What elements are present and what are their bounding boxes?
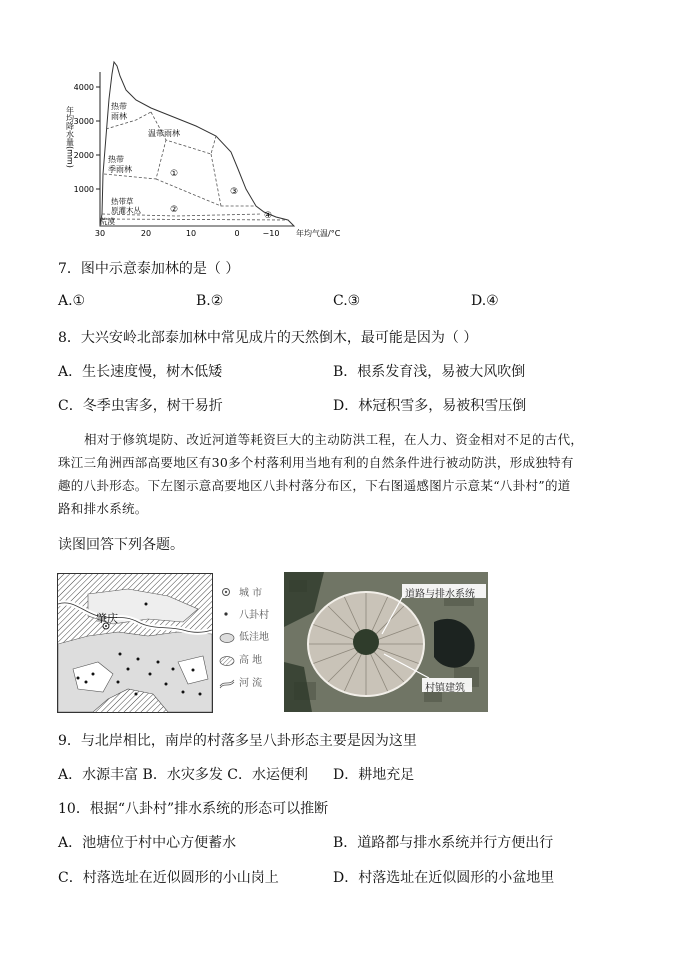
q10-option-b[interactable]: B．道路都与排水系统并行方便出行	[333, 835, 554, 851]
city-label: 肇庆	[96, 612, 118, 625]
map-legend	[219, 580, 279, 705]
photo-label-center: 村镇建筑	[425, 683, 465, 694]
q10-stem: 10．根据“八卦村”排水系统的形态可以推断	[58, 801, 329, 817]
x-tick: 0	[234, 229, 240, 238]
x-tick: 20	[140, 229, 152, 238]
q9-stem: 9．与北岸相比，南岸的村落多呈八卦形态主要是因为这里	[58, 733, 417, 749]
q8-stem: 8．大兴安岭北部泰加林中常见成片的天然倒木，最可能是因为（ ）	[58, 330, 478, 346]
legend-city-icon	[219, 584, 233, 598]
label-tropical-rainforest: 热带雨林	[111, 102, 127, 121]
q8-option-d[interactable]: D．林冠积雪多，易被积雪压倒	[333, 398, 527, 414]
legend-city-label: 城 市	[239, 588, 263, 599]
legend-river-icon	[219, 674, 235, 686]
central-hill	[353, 629, 379, 655]
region-1-marker: ①	[170, 169, 179, 179]
y-tick: 2000	[73, 151, 94, 160]
passage-line-1: 相对于修筑堤防、改近河道等耗资巨大的主动防洪工程，在人力、资金相对不足的古代，	[84, 432, 584, 447]
climate-chart-svg	[56, 54, 346, 244]
x-tick: −10	[262, 229, 280, 238]
y-tick: 3000	[73, 117, 94, 126]
q7-option-c[interactable]: C.③	[333, 293, 361, 309]
label-desert: 荒漠	[100, 217, 115, 226]
passage-line-2: 珠江三角洲西部高要地区有30多个村落利用当地有利的自然条件进行被动防洪，形成独特有	[58, 455, 574, 470]
legend-lowland-icon	[219, 629, 235, 641]
x-tick: 10	[185, 229, 197, 238]
q7-option-d[interactable]: D.④	[471, 293, 499, 309]
legend-village-icon	[219, 606, 233, 620]
q8-option-c[interactable]: C．冬季虫害多，树干易折	[58, 398, 223, 414]
region-3-marker: ③	[230, 187, 239, 197]
label-savanna: 热带草原灌木丛	[111, 197, 141, 215]
q7-option-a[interactable]: A.①	[58, 293, 86, 309]
q10-option-a[interactable]: A．池塘位于村中心方便蓄水	[58, 835, 237, 851]
legend-village-label: 八卦村	[239, 610, 269, 621]
q7-stem: 7．图中示意泰加林的是（ ）	[58, 261, 240, 277]
x-axis-title: 年均气温/°C	[296, 229, 341, 238]
q8-option-b[interactable]: B．根系发育浅，易被大风吹倒	[333, 364, 526, 380]
legend-highland-icon	[219, 652, 235, 664]
x-tick: 30	[94, 229, 106, 238]
label-temperate-rainforest: 温带雨林	[148, 129, 180, 138]
q8-option-a[interactable]: A．生长速度慢，树木低矮	[58, 364, 223, 380]
region-2-marker: ②	[170, 205, 179, 215]
region-4-marker: ④	[264, 211, 273, 221]
legend-river-label: 河 流	[239, 678, 263, 689]
photo-label-road: 道路与排水系统	[405, 589, 475, 600]
q9-option-d[interactable]: D．耕地充足	[333, 767, 415, 783]
climate-vegetation-chart	[56, 54, 346, 244]
legend-lowland-label: 低洼地	[239, 632, 269, 643]
q10-option-d[interactable]: D．村落选址在近似圆形的小盆地里	[333, 870, 555, 886]
label-tropical-seasonal: 热带季雨林	[108, 155, 132, 174]
q9-options-abc[interactable]: A．水源丰富 B．水灾多发 C．水运便利	[58, 767, 309, 783]
read-prompt: 读图回答下列各题。	[58, 537, 184, 553]
legend-highland-label: 高 地	[239, 655, 263, 666]
gaoyao-map-svg	[58, 574, 212, 712]
y-tick: 1000	[73, 185, 94, 194]
q7-option-b[interactable]: B.②	[196, 293, 224, 309]
passage-line-4: 路和排水系统。	[58, 501, 148, 516]
gaoyao-map	[57, 573, 213, 713]
y-tick: 4000	[73, 83, 94, 92]
y-axis-title: 年均降水量(mm)	[65, 106, 75, 168]
passage-line-3: 趣的八卦形态。下左图示意高要地区八卦村落分布区，下右图遥感图片示意某“八卦村”的道	[58, 478, 571, 493]
bagua-village-photo	[284, 572, 488, 712]
q10-option-c[interactable]: C．村落选址在近似圆形的小山岗上	[58, 870, 279, 886]
